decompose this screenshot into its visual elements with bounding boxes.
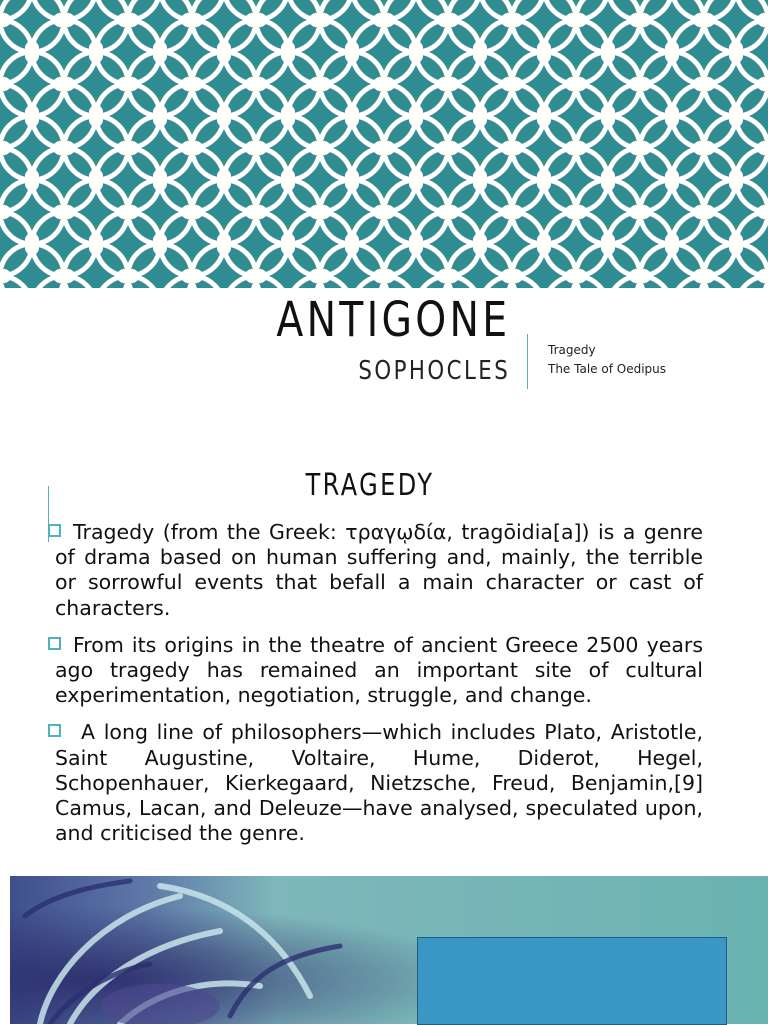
checkbox-bullet-icon [48, 637, 61, 650]
page-title: ANTIGONE [275, 292, 510, 348]
checkbox-bullet-icon [48, 524, 61, 537]
bullet-list [55, 520, 703, 858]
decorative-pattern-banner [0, 0, 768, 288]
tag-item: The Tale of Oedipus [548, 362, 666, 376]
bullet-text: A long line of philosophers—which includes Plato, Aristotle, Saint Augustine, Voltaire, Hume, Diderot, Hegel, Schopenhauer, Kierkegaard, Nietzsche, Freud, Benjamin,[9] Camus, Lacan, and Deleuze—have analysed, speculated upon, and criticised the genre. [55, 720, 703, 846]
tag-item: Tragedy [548, 343, 596, 357]
title-divider [527, 334, 528, 389]
tragedy-section [0, 408, 768, 876]
page-subtitle: SOPHOCLES [358, 356, 510, 386]
bullet-item [55, 633, 703, 709]
title-block [0, 288, 768, 408]
caption-box [417, 937, 727, 1025]
tag-list [548, 341, 666, 379]
bullet-text: From its origins in the theatre of ancient Greece 2500 years ago tragedy has remained an important site of cultural experimentation, negotiation, struggle, and change. [55, 632, 703, 708]
bullet-item [55, 720, 703, 846]
checkbox-bullet-icon [48, 724, 61, 737]
section-heading: TRAGEDY [305, 468, 435, 503]
bullet-item [55, 520, 703, 621]
bullet-text: Tragedy (from the Greek: τραγῳδία, tragōidia[a]) is a genre of drama based on human suffering and, mainly, the terrible or sorrowful events that befall a main character or cast of characters. [55, 520, 703, 620]
